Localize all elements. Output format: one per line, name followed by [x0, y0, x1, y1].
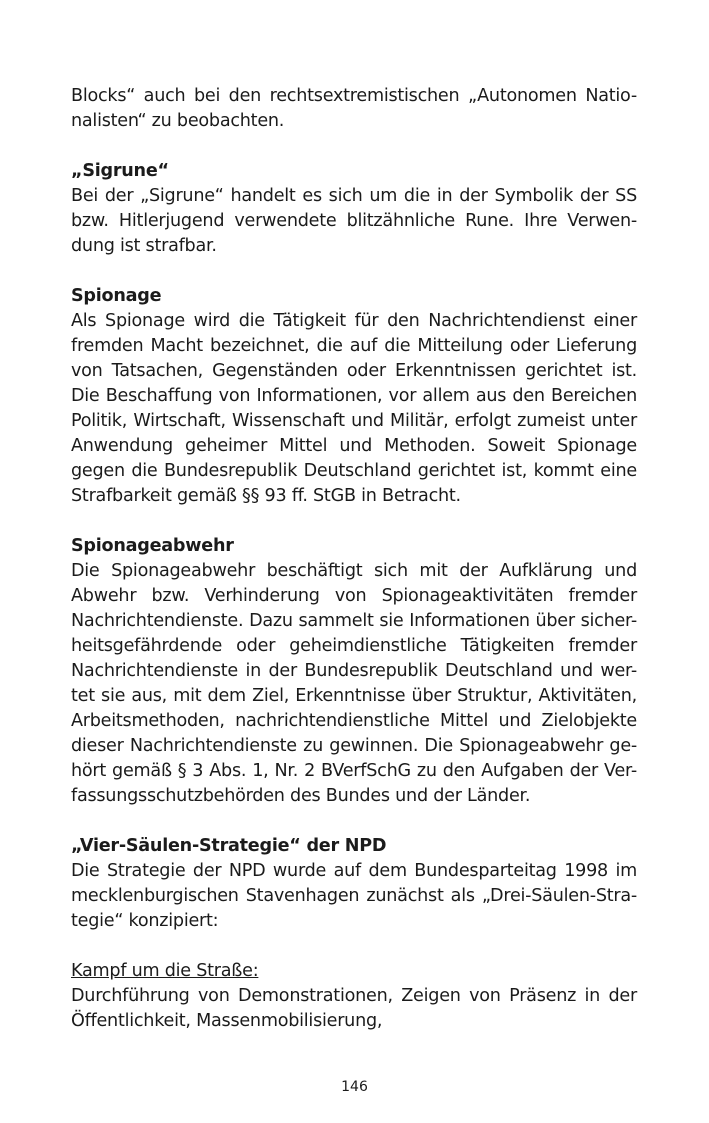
section-spionageabwehr: [71, 534, 637, 809]
text-line: Bei der „Sigrune“ handelt es sich um die in der Symbolik der SS: [71, 186, 637, 206]
text-line: fassungsschutzbehörden des Bundes und der Länder.: [71, 786, 531, 806]
text-line: Die Strategie der NPD wurde auf dem Bundesparteitag 1998 im: [71, 861, 637, 881]
text-line: Abwehr bzw. Verhinderung von Spionageaktivitäten fremder: [71, 586, 637, 606]
subsection-heading: Kampf um die Straße:: [71, 961, 259, 981]
text-line: gegen die Bundesrepublik Deutschland gerichtet ist, kommt eine: [71, 461, 637, 481]
text-line: Blocks“ auch bei den rechtsextremistischen „Autonomen Natio-: [71, 86, 637, 106]
text-line: bzw. Hitlerjugend verwendete blitzähnliche Rune. Ihre Verwen-: [71, 211, 637, 231]
text-line: Durchführung von Demonstrationen, Zeigen von Präsenz in der: [71, 986, 637, 1006]
text-line: tet sie aus, mit dem Ziel, Erkenntnisse über Struktur, Aktivitäten,: [71, 686, 637, 706]
text-line: Die Beschaffung von Informationen, vor allem aus den Bereichen: [71, 386, 637, 406]
text-line: nalisten“ zu beobachten.: [71, 111, 285, 131]
text-line: Arbeitsmethoden, nachrichtendienstliche Mittel und Zielobjekte: [71, 711, 637, 731]
section-vier-saeulen-strategie: [71, 834, 637, 934]
section-heading: „Vier-Säulen-Strategie“ der NPD: [71, 836, 387, 856]
text-line: dung ist strafbar.: [71, 236, 217, 256]
section-heading: Spionage: [71, 286, 162, 306]
text-line: Nachrichtendienste in der Bundesrepublik Deutschland und wer-: [71, 661, 637, 681]
text-line: Die Spionageabwehr beschäftigt sich mit der Aufklärung und: [71, 561, 637, 581]
text-line: Anwendung geheimer Mittel und Methoden. Soweit Spionage: [71, 436, 637, 456]
text-line: Strafbarkeit gemäß §§ 93 ff. StGB in Betracht.: [71, 486, 461, 506]
subsection-kampf-um-die-strasse: [71, 959, 637, 1034]
text-line: heitsgefährdende oder geheimdienstliche Tätigkeiten fremder: [71, 636, 637, 656]
section-sigrune: [71, 159, 637, 259]
text-line: mecklenburgischen Stavenhagen zunächst als „Drei-Säulen-Stra-: [71, 886, 637, 906]
intro-paragraph: [71, 84, 637, 134]
document-body: [71, 84, 637, 1034]
text-line: dieser Nachrichtendienste zu gewinnen. Die Spionageabwehr ge-: [71, 736, 637, 756]
section-heading: Spionageabwehr: [71, 536, 234, 556]
text-line: Politik, Wirtschaft, Wissenschaft und Militär, erfolgt zumeist unter: [71, 411, 637, 431]
text-line: Öffentlichkeit, Massenmobilisierung,: [71, 1011, 383, 1031]
text-line: Nachrichtendienste. Dazu sammelt sie Informationen über sicher-: [71, 611, 637, 631]
section-spionage: [71, 284, 637, 509]
section-heading: „Sigrune“: [71, 161, 169, 181]
text-line: Als Spionage wird die Tätigkeit für den Nachrichtendienst einer: [71, 311, 637, 331]
text-line: fremden Macht bezeichnet, die auf die Mitteilung oder Lieferung: [71, 336, 637, 356]
text-line: tegie“ konzipiert:: [71, 911, 219, 931]
text-line: von Tatsachen, Gegenständen oder Erkenntnissen gerichtet ist.: [71, 361, 637, 381]
page-number: 146: [341, 1079, 368, 1095]
text-line: hört gemäß § 3 Abs. 1, Nr. 2 BVerfSchG zu den Aufgaben der Ver-: [71, 761, 637, 781]
